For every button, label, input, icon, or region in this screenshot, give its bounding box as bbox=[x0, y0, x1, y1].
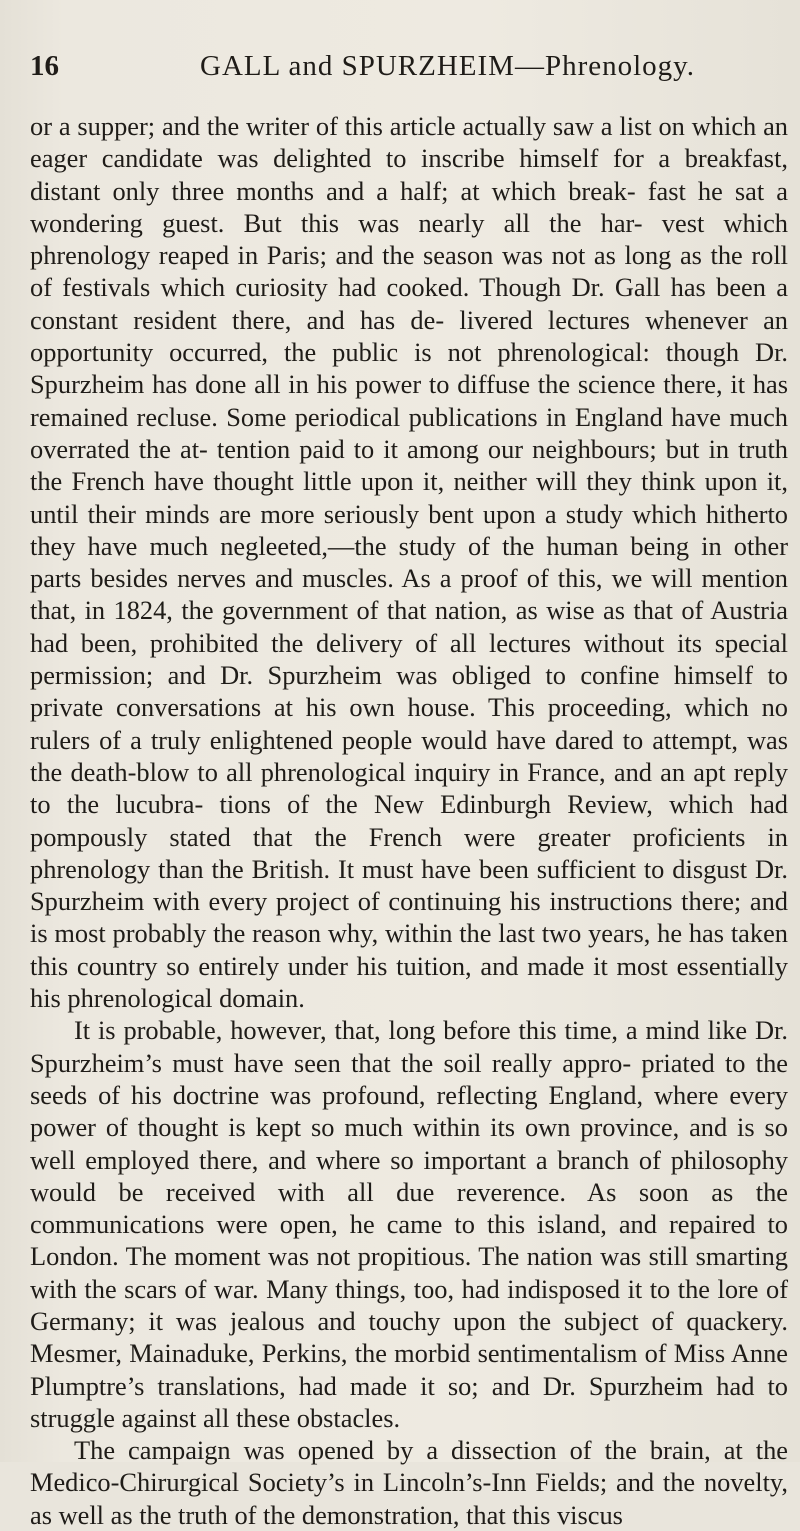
running-head: GALL and SPURZHEIM—Phrenology. bbox=[200, 50, 696, 82]
paragraph-2: It is probable, however, that, long before this time, a mind like Dr. Spurzheim’s must have seen that the soil really appro- priated to the seeds of his doctrine was profound, reflecting England, where every power of thought is kept so much within its own province, and is so well employed there, and where so important a branch of philosophy would be received with all due reverence. As soon as the communications were open, he came to this island, and repaired to London. The moment was not propitious. The nation was still smarting with the scars of war. Many things, too, had indisposed it to the lore of Germany; it was jealous and touchy upon the subject of quackery. Mesmer, Mainaduke, Perkins, the morbid sentimentalism of Miss Anne Plumptre’s translations, had made it so; and Dr. Spurzheim had to struggle against all these obstacles. bbox=[30, 1015, 788, 1433]
paragraph-3: The campaign was opened by a dissection of the brain, at the Medico-Chirurgical Society’s in Lincoln’s-Inn Fields; and the novelty, as well as the truth of the demonstration, that this viscus bbox=[30, 1435, 788, 1530]
page-header bbox=[30, 50, 760, 90]
paragraph-1: or a supper; and the writer of this article actually saw a list on which an eager candidate was delighted to inscribe himself for a breakfast, distant only three months and a half; at which break- fast he sat a wondering guest. But this was nearly all the har- vest which phrenology reaped in Paris; and the season was not as long as the roll of festivals which curiosity had cooked. Though Dr. Gall has been a constant resident there, and has de- livered lectures whenever an opportunity occurred, the public is not phrenological: though Dr. Spurzheim has done all in his power to diffuse the science there, it has remained recluse. Some periodical publications in England have much overrated the at- tention paid to it among our neighbours; but in truth the French have thought little upon it, neither will they think upon it, until their minds are more seriously bent upon a study which hitherto they have much negleeted,—the study of the human being in other parts besides nerves and muscles. As a proof of this, we will mention that, in 1824, the government of that nation, as wise as that of Austria had been, prohibited the delivery of all lectures without its special permission; and Dr. Spurzheim was obliged to confine himself to private conversations at his own house. This proceeding, which no rulers of a truly enlightened people would have dared to attempt, was the death-blow to all phrenological inquiry in France, and an apt reply to the lucubra- tions of the New Edinburgh Review, which had pompously stated that the French were greater proficients in phrenology than the British. It must have been sufficient to disgust Dr. Spurzheim with every project of continuing his instructions there; and is most probably the reason why, within the last two years, he has taken this country so entirely under his tuition, and made it most essentially his phrenological domain. bbox=[30, 111, 788, 1014]
page-number: 16 bbox=[30, 50, 59, 82]
body-text bbox=[30, 110, 788, 1531]
